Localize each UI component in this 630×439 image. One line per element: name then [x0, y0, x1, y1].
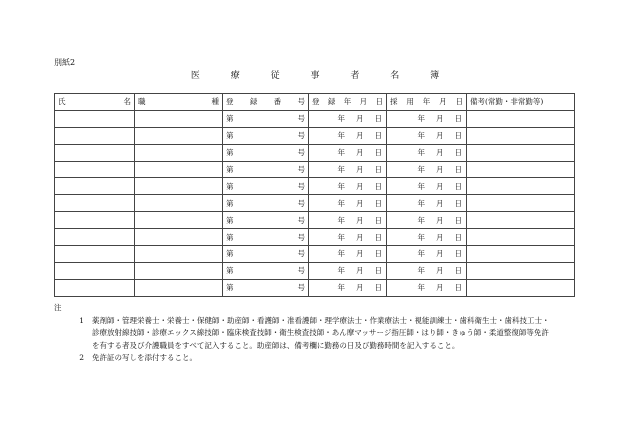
day-label: 日 — [374, 198, 382, 208]
year-label: 年 — [337, 249, 345, 259]
go-label: 号 — [297, 283, 305, 293]
day-label: 日 — [374, 165, 382, 174]
month-label: 月 — [356, 131, 364, 141]
year-label: 年 — [417, 181, 425, 191]
registration-number-cell[interactable] — [223, 110, 309, 127]
job-cell[interactable] — [135, 212, 223, 229]
year-label: 年 — [417, 198, 425, 208]
registration-number-cell[interactable] — [223, 161, 309, 178]
year-label: 年 — [337, 215, 345, 225]
header-job: 職 種 — [135, 94, 223, 111]
day-label: 日 — [454, 181, 462, 191]
year-label: 年 — [337, 266, 345, 276]
name-cell[interactable] — [55, 246, 135, 263]
name-cell[interactable] — [55, 161, 135, 178]
notes-section — [54, 302, 594, 365]
go-label: 号 — [297, 215, 305, 225]
dai-label: 第 — [226, 198, 234, 208]
note-text: 免許証の写しを添付すること。 — [92, 353, 197, 362]
dai-label: 第 — [226, 266, 234, 276]
year-label: 年 — [417, 249, 425, 259]
go-label: 号 — [297, 181, 305, 191]
year-label: 年 — [337, 148, 345, 158]
dai-label: 第 — [226, 215, 234, 225]
day-label: 日 — [374, 114, 382, 124]
dai-label: 第 — [226, 181, 234, 191]
month-label: 月 — [356, 232, 364, 242]
month-label: 月 — [436, 148, 444, 158]
go-label: 号 — [297, 198, 305, 208]
go-label: 号 — [297, 148, 305, 158]
registration-date-cell[interactable] — [309, 246, 387, 263]
year-label: 年 — [417, 266, 425, 276]
go-label: 号 — [297, 114, 305, 124]
year-label: 年 — [337, 283, 345, 293]
hire-date-cell[interactable] — [387, 144, 467, 161]
name-cell[interactable] — [55, 195, 135, 212]
table-row — [55, 161, 575, 178]
go-label: 号 — [297, 232, 305, 242]
year-label: 年 — [417, 114, 425, 124]
job-cell[interactable] — [135, 229, 223, 246]
hire-date-cell[interactable] — [387, 195, 467, 212]
month-label: 月 — [356, 181, 364, 191]
day-label: 日 — [374, 181, 382, 191]
table-row — [55, 262, 575, 279]
day-label: 日 — [374, 232, 382, 242]
day-label: 日 — [454, 249, 462, 259]
job-cell[interactable] — [135, 279, 223, 296]
dai-label: 第 — [226, 131, 234, 141]
note-cell[interactable] — [467, 229, 575, 246]
month-label: 月 — [356, 114, 364, 124]
hire-date-cell[interactable] — [387, 262, 467, 279]
note-cell[interactable] — [467, 262, 575, 279]
registration-number-cell[interactable] — [223, 262, 309, 279]
name-cell[interactable] — [55, 262, 135, 279]
day-label: 日 — [454, 114, 462, 124]
note-text-continued: を有する者及び介護職員をすべて記入すること。助産師は、備考欄に勤務の日及び勤務時間を記入すること。 — [92, 340, 460, 350]
day-label: 日 — [374, 148, 382, 158]
registration-date-cell[interactable] — [309, 212, 387, 229]
registration-date-cell[interactable] — [309, 144, 387, 161]
dai-label: 第 — [226, 165, 234, 174]
header-name: 氏 名 — [55, 94, 135, 111]
table-row — [55, 110, 575, 127]
dai-label: 第 — [226, 114, 234, 124]
name-cell[interactable] — [55, 127, 135, 144]
registration-number-cell[interactable] — [223, 229, 309, 246]
registration-number-cell[interactable] — [223, 144, 309, 161]
year-label: 年 — [417, 215, 425, 225]
name-cell[interactable] — [55, 178, 135, 195]
name-cell[interactable] — [55, 212, 135, 229]
month-label: 月 — [436, 249, 444, 259]
month-label: 月 — [356, 266, 364, 276]
go-label: 号 — [297, 249, 305, 259]
year-label: 年 — [337, 181, 345, 191]
name-cell[interactable] — [55, 110, 135, 127]
header-registration-number: 登 録 番 号 — [223, 94, 309, 111]
registration-number-cell[interactable] — [223, 279, 309, 296]
registration-number-cell[interactable] — [223, 127, 309, 144]
hire-date-cell[interactable] — [387, 178, 467, 195]
registration-number-cell[interactable] — [223, 212, 309, 229]
month-label: 月 — [356, 283, 364, 293]
day-label: 日 — [374, 215, 382, 225]
day-label: 日 — [454, 131, 462, 141]
header-hire-date: 採 用 年 月 日 — [387, 94, 467, 111]
month-label: 月 — [356, 249, 364, 259]
note-cell[interactable] — [467, 127, 575, 144]
job-cell[interactable] — [135, 161, 223, 178]
registration-number-cell[interactable] — [223, 195, 309, 212]
registration-date-cell[interactable] — [309, 279, 387, 296]
go-label: 号 — [297, 165, 305, 174]
note-number: 2 — [79, 353, 84, 362]
table-row — [55, 212, 575, 229]
year-label: 年 — [417, 131, 425, 141]
day-label: 日 — [454, 232, 462, 242]
note-cell[interactable] — [467, 110, 575, 127]
day-label: 日 — [374, 131, 382, 141]
table-row — [55, 144, 575, 161]
dai-label: 第 — [226, 232, 234, 242]
job-cell[interactable] — [135, 262, 223, 279]
notes-heading: 注 — [54, 303, 62, 312]
name-cell[interactable] — [55, 279, 135, 296]
staff-register-table — [54, 93, 575, 297]
month-label: 月 — [436, 131, 444, 141]
note-cell[interactable] — [467, 212, 575, 229]
day-label: 日 — [454, 148, 462, 158]
note-cell[interactable] — [467, 178, 575, 195]
hire-date-cell[interactable] — [387, 110, 467, 127]
table-row — [55, 279, 575, 296]
table-row — [55, 178, 575, 195]
year-label: 年 — [417, 148, 425, 158]
note-cell[interactable] — [467, 279, 575, 296]
year-label: 年 — [337, 165, 345, 174]
registration-date-cell[interactable] — [309, 195, 387, 212]
hire-date-cell[interactable] — [387, 246, 467, 263]
day-label: 日 — [454, 198, 462, 208]
table-row — [55, 246, 575, 263]
month-label: 月 — [356, 215, 364, 225]
header-note: 備考(常勤・非常勤等) — [467, 94, 575, 111]
month-label: 月 — [436, 165, 444, 174]
title-text: 医 療 従 事 者 名 簿 — [190, 71, 454, 81]
month-label: 月 — [356, 198, 364, 208]
year-label: 年 — [337, 232, 345, 242]
year-label: 年 — [337, 198, 345, 208]
month-label: 月 — [436, 283, 444, 293]
day-label: 日 — [454, 215, 462, 225]
job-cell[interactable] — [135, 144, 223, 161]
month-label: 月 — [436, 198, 444, 208]
year-label: 年 — [337, 131, 345, 141]
job-cell[interactable] — [135, 178, 223, 195]
note-cell[interactable] — [467, 161, 575, 178]
job-cell[interactable] — [135, 127, 223, 144]
registration-date-cell[interactable] — [309, 110, 387, 127]
note-item-1 — [54, 315, 594, 328]
table-row — [55, 229, 575, 246]
note-cell[interactable] — [467, 195, 575, 212]
month-label: 月 — [436, 232, 444, 242]
header-registration-date: 登 録 年 月 日 — [309, 94, 387, 111]
month-label: 月 — [356, 148, 364, 158]
registration-date-cell[interactable] — [309, 178, 387, 195]
month-label: 月 — [436, 266, 444, 276]
note-text-continued: 診療放射線技師・診療エックス線技師・臨床検査技師・衛生検査技師・あん摩マッサージ指圧師・はり師・きゅう師・柔道整復師等免許 — [92, 328, 549, 337]
table-row — [55, 127, 575, 144]
job-cell[interactable] — [135, 246, 223, 263]
registration-date-cell[interactable] — [309, 262, 387, 279]
go-label: 号 — [297, 131, 305, 141]
hire-date-cell[interactable] — [387, 279, 467, 296]
month-label: 月 — [436, 215, 444, 225]
note-text: 薬剤師・管理栄養士・栄養士・保健師・助産師・看護師・准看護師・理学療法士・作業療法士・視能訓練士・歯科衛生士・歯科技工士・ — [92, 315, 550, 325]
name-cell[interactable] — [55, 144, 135, 161]
note-item-2 — [54, 352, 594, 365]
month-label: 月 — [356, 165, 364, 174]
year-label: 年 — [417, 283, 425, 293]
year-label: 年 — [417, 232, 425, 242]
day-label: 日 — [374, 266, 382, 276]
day-label: 日 — [454, 283, 462, 293]
go-label: 号 — [297, 266, 305, 276]
day-label: 日 — [374, 283, 382, 293]
day-label: 日 — [454, 165, 462, 174]
day-label: 日 — [454, 266, 462, 276]
dai-label: 第 — [226, 283, 234, 293]
document-title — [0, 68, 630, 81]
name-cell[interactable] — [55, 229, 135, 246]
year-label: 年 — [337, 114, 345, 124]
registration-number-cell[interactable] — [223, 246, 309, 263]
hire-date-cell[interactable] — [387, 161, 467, 178]
document-label: 別紙2 — [54, 58, 76, 67]
registration-date-cell[interactable] — [309, 229, 387, 246]
hire-date-cell[interactable] — [387, 127, 467, 144]
header-row — [55, 94, 575, 111]
job-cell[interactable] — [135, 195, 223, 212]
month-label: 月 — [436, 114, 444, 124]
note-number: 1 — [79, 315, 84, 325]
hire-date-cell[interactable] — [387, 212, 467, 229]
dai-label: 第 — [226, 249, 234, 259]
dai-label: 第 — [226, 148, 234, 158]
hire-date-cell[interactable] — [387, 229, 467, 246]
month-label: 月 — [436, 181, 444, 191]
table-row — [55, 195, 575, 212]
registration-date-cell[interactable] — [309, 161, 387, 178]
note-cell[interactable] — [467, 144, 575, 161]
day-label: 日 — [374, 249, 382, 259]
job-cell[interactable] — [135, 110, 223, 127]
registration-number-cell[interactable] — [223, 178, 309, 195]
registration-date-cell[interactable] — [309, 127, 387, 144]
year-label: 年 — [417, 165, 425, 174]
note-cell[interactable] — [467, 246, 575, 263]
